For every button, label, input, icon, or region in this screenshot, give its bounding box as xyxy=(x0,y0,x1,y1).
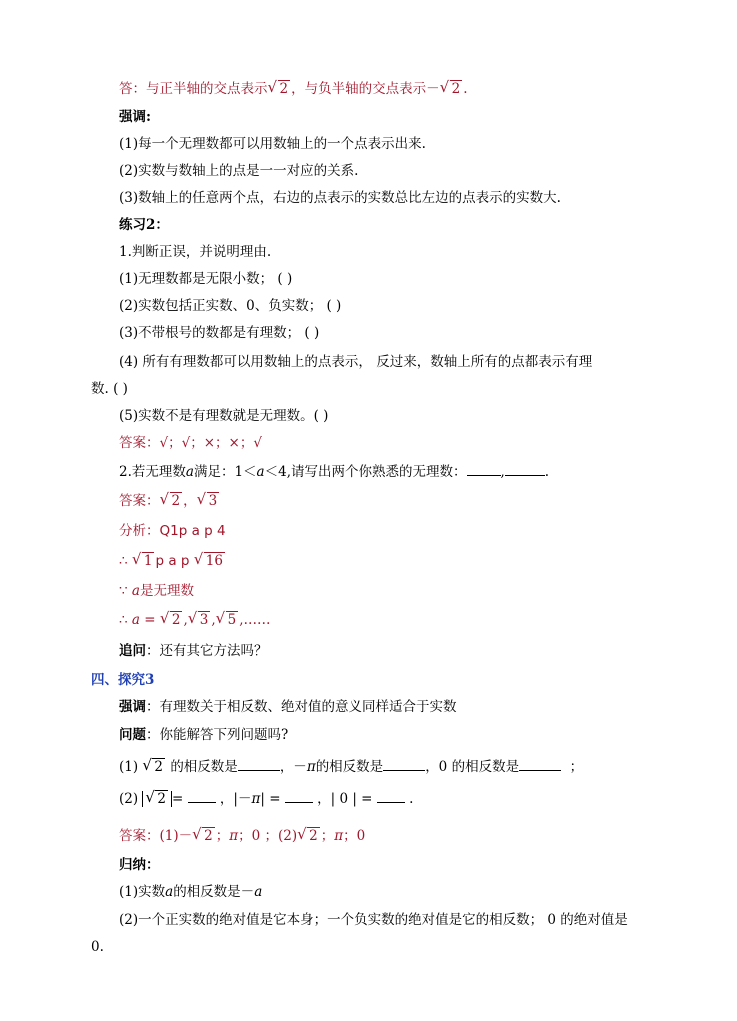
minus-sign: － xyxy=(426,81,440,97)
exercise2-item-1: (1)无理数都是无限小数； ( ) xyxy=(119,271,293,287)
answer-blank-abs-sqrt2[interactable] xyxy=(188,802,216,803)
sqrt-2: √ 2 xyxy=(146,790,168,808)
separator: , xyxy=(500,464,505,480)
var-a: a xyxy=(131,583,140,599)
problem-text: ，|－ xyxy=(219,791,252,807)
emphasis-text: ：有理数关于相反数、绝对值的意义同样适合于实数 xyxy=(146,699,457,715)
answer-blank-opposite-sqrt2[interactable] xyxy=(238,770,280,771)
section4-emphasis xyxy=(119,698,457,716)
sqrt-3: √ 3 xyxy=(198,492,220,510)
answer-text-2: ，与负半轴的交点表示 xyxy=(291,81,427,97)
pi-symbol: π xyxy=(229,828,239,844)
semicolon: ； xyxy=(215,828,230,844)
answer-blank-abs-zero[interactable] xyxy=(377,802,405,803)
inequality-text: p a p xyxy=(155,553,190,569)
analysis-line: 分析：Q1p a p 4 xyxy=(119,523,226,539)
section4-answer xyxy=(119,827,365,845)
exercise2-q2 xyxy=(119,463,549,481)
problem-text: 的相反数是 xyxy=(170,759,238,775)
problem-text: 的相反数是 xyxy=(315,759,384,775)
summary-item-2-line1: (2)一个正实数的绝对值是它本身；一个负实数的绝对值是它的相反数； 0 的绝对值是 xyxy=(119,912,628,928)
q2-text-pre: 2.若无理数 xyxy=(119,464,186,480)
exercise2-answer-1: 答案：√；√；×；×；√ xyxy=(119,435,262,451)
emphasis-item-3: (3)数轴上的任意两个点，右边的点表示的实数总比左边的点表示的实数大. xyxy=(119,190,561,206)
emphasis-item-2: (2)实数与数轴上的点是一一对应的关系. xyxy=(119,163,359,179)
answer-blank-2[interactable] xyxy=(505,475,545,476)
because-text: 是无理数 xyxy=(139,583,194,599)
sqrt-2: √ 2 xyxy=(193,827,215,845)
sqrt-16: √ 16 xyxy=(195,552,225,570)
problem-text: ，0 的相反数是 xyxy=(425,759,520,775)
sqrt-2: √ 2 xyxy=(269,80,291,98)
q2-text-tail: ＜4,请写出两个你熟悉的无理数： xyxy=(264,464,467,480)
q2-text-post: 满足：1＜ xyxy=(193,464,257,480)
summary-label: 归纳 xyxy=(119,857,146,873)
followup-text: ：还有其它方法吗？ xyxy=(146,643,268,659)
exercise2-item-3: (3)不带根号的数都是有理数； ( ) xyxy=(119,325,320,341)
summary-title xyxy=(119,856,160,874)
semicolon: ； xyxy=(320,828,335,844)
ellipsis: ,…… xyxy=(239,612,271,628)
absolute-value-sqrt2 xyxy=(142,791,172,807)
summary-text: 的相反数是－ xyxy=(173,884,255,900)
problem-number: (1) xyxy=(119,759,139,775)
problem-number: (2) xyxy=(119,791,139,807)
problem-1 xyxy=(119,758,583,776)
answer-blank-opposite-zero[interactable] xyxy=(519,770,561,771)
therefore-symbol: ∴ xyxy=(119,553,128,569)
exercise2-q1: 1.判断正误，并说明理由. xyxy=(119,244,272,260)
separator: ， xyxy=(183,493,197,509)
answer-blank-abs-pi[interactable] xyxy=(285,802,313,803)
answer-axis-points xyxy=(119,80,467,98)
answer-label: 答案： xyxy=(119,493,160,509)
emphasis-label: 强调 xyxy=(119,699,146,715)
because-line xyxy=(119,582,194,600)
exercise2-item-4-line1: (4) 所有有理数都可以用数轴上的点表示， 反过来，数轴上所有的点都表示有理 xyxy=(119,354,593,370)
followup-label: 追问 xyxy=(119,643,146,659)
equals-sign: = xyxy=(172,791,184,807)
therefore-line-1 xyxy=(119,552,226,570)
sqrt-2: √ 2 xyxy=(298,827,320,845)
exercise2-title: 练习2： xyxy=(119,217,169,233)
exercise2-item-4-line2: 数. ( ) xyxy=(91,381,128,397)
exercise2-item-5: (5)实数不是有理数就是无理数。( ) xyxy=(119,408,329,424)
period: . xyxy=(463,81,468,97)
summary-item-1 xyxy=(119,883,262,901)
section4-question xyxy=(119,726,288,744)
emphasis-title: 强调: xyxy=(119,109,151,125)
emphasis-item-1: (1)每一个无理数都可以用数轴上的一个点表示出来. xyxy=(119,136,426,152)
answer-blank-1[interactable] xyxy=(467,475,501,476)
sqrt-1: √ 1 xyxy=(133,552,155,570)
question-label: 问题 xyxy=(119,727,146,743)
sqrt-2: √ 2 xyxy=(161,611,183,629)
answer-part: ；0 ；(2) xyxy=(238,828,298,844)
because-symbol: ∵ xyxy=(119,583,128,599)
sqrt-2: √ 2 xyxy=(143,758,165,776)
period: . xyxy=(544,464,550,480)
answer-text-1: 与正半轴的交点表示 xyxy=(146,81,268,97)
therefore-line-2: ∴ a = √ 2 ,√ 3 ,√ 5 ,…… xyxy=(119,611,271,629)
exercise2-answer-2 xyxy=(119,492,220,510)
equals-sign: = xyxy=(144,612,156,628)
answer-prefix: 答： xyxy=(119,81,146,97)
section4-title: 四、探究3 xyxy=(91,672,155,688)
semicolon: ； xyxy=(569,759,584,775)
exercise2-item-2: (2)实数包括正实数、0、负实数； ( ) xyxy=(119,298,342,314)
problem-2 xyxy=(119,790,413,808)
problem-text: | = xyxy=(260,791,281,807)
var-a: a xyxy=(185,464,194,480)
sqrt-2: √ 2 xyxy=(161,492,183,510)
pi-symbol: π xyxy=(251,791,261,807)
var-a: a xyxy=(165,884,174,900)
period: . xyxy=(409,791,414,807)
summary-text: (1)实数 xyxy=(119,884,166,900)
pi-symbol: π xyxy=(334,828,344,844)
followup-line xyxy=(119,642,268,660)
var-a: a xyxy=(254,884,263,900)
sqrt-5: √ 5 xyxy=(217,611,239,629)
answer-part: ；0 xyxy=(343,828,366,844)
question-text: ：你能解答下列问题吗? xyxy=(146,727,289,743)
sqrt-3: √ 3 xyxy=(189,611,211,629)
var-a: a xyxy=(256,464,265,480)
therefore-symbol: ∴ xyxy=(119,612,128,628)
pi-symbol: π xyxy=(306,759,316,775)
answer-part: (1)－ xyxy=(159,828,193,844)
problem-text: ，| 0 | = xyxy=(317,791,373,807)
answer-label: 答案： xyxy=(119,828,160,844)
problem-text: ，－ xyxy=(279,759,307,775)
var-a: a xyxy=(131,612,140,628)
sqrt-2-neg: √ 2 xyxy=(441,80,463,98)
summary-item-2-line2: 0. xyxy=(91,939,104,955)
colon: ： xyxy=(146,857,160,873)
answer-blank-opposite-pi[interactable] xyxy=(383,770,425,771)
